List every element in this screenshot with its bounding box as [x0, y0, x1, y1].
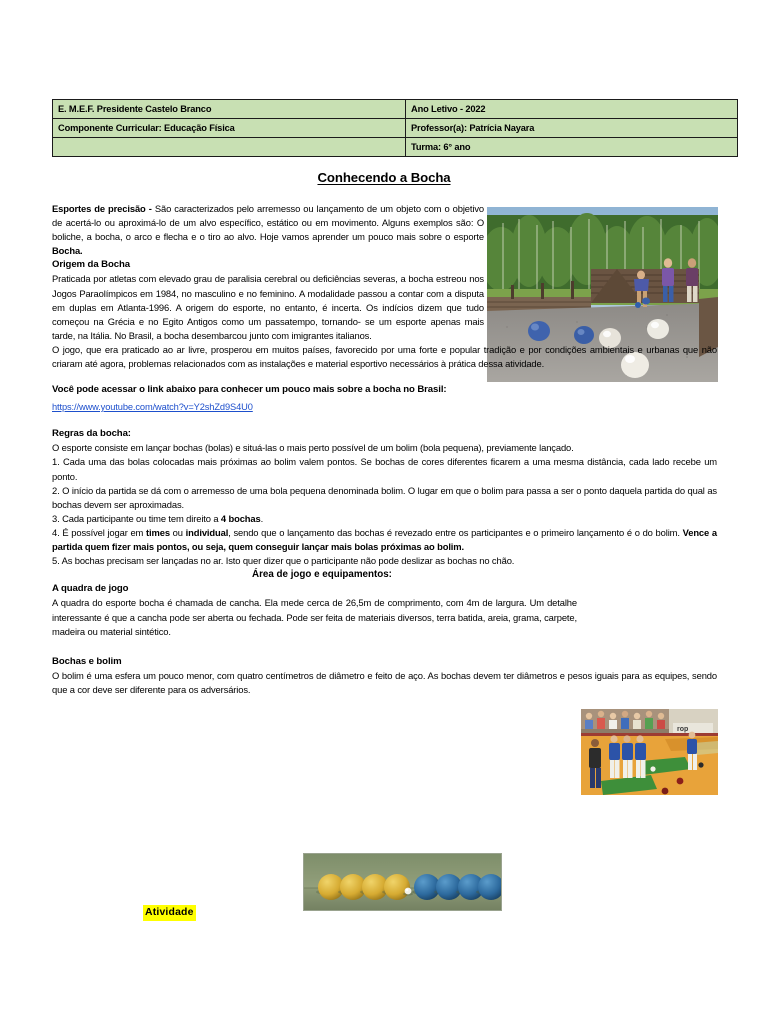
- svg-text:rop: rop: [677, 726, 689, 733]
- regra-3-number: 3.: [52, 512, 60, 524]
- bochas-bolim-heading: Bochas e bolim: [52, 655, 122, 667]
- atividade-label: Atividade: [143, 905, 196, 921]
- school-name-cell: E. M.E.F. Presidente Castelo Branco: [53, 100, 406, 119]
- indoor-bocce-court-photo: [581, 709, 718, 795]
- origem-paragraph-1: Praticada por atletas com elevado grau de paralisia cerebral ou deficiências severas, a bocha estreou nos Jogos Paraolímpicos em 1984, no masculino e no feminino. A modalidade passou a contar com a disputa em duplas em Atlanta-1996. A origem do esporte, no entanto, é incerta. Os indícios dizem que tudo começou na Grécia e no Egito Antigos como um passatempo, tornando- se um esporte apenas mais tarde, na Itália. No Brasil, a bocha desembarcou junto com imigrantes italianos.: [52, 273, 484, 341]
- bochas-bolim-paragraph: O bolim é uma esfera um pouco menor, com quatro centímetros de diâmetro e feito de aço. As bochas devem ter diâmetros e pesos iguais para as equipes, sendo que a cor deve ser diferente para os adversários.: [52, 669, 717, 695]
- regra-1-text: Cada uma das bolas colocadas mais próximas ao bolim valem pontos. Se bochas de cores diferentes ficarem a uma mesma distância, cada lado recebe um ponto.: [52, 456, 717, 482]
- regra-item-5: [52, 554, 717, 568]
- regras-intro: O esporte consiste em lançar bochas (bolas) e situá-las o mais perto possível de um bolim (bola pequena), previamente lançado.: [52, 442, 574, 454]
- youtube-link[interactable]: https://www.youtube.com/watch?v=Y2shZd9S4U0: [52, 402, 253, 413]
- quadra-heading: A quadra de jogo: [52, 583, 129, 595]
- regra-5-text: As bochas precisam ser lançadas no ar. Isto quer dizer que o participante não pode deslizar as bochas no chão.: [61, 555, 515, 567]
- regras-heading: Regras da bocha:: [52, 428, 131, 440]
- regra-4-text-before: É possível jogar em: [62, 526, 147, 538]
- area-jogo-heading: Área de jogo e equipamentos:: [252, 569, 392, 581]
- regra-1-number: 1.: [52, 456, 60, 468]
- class-cell: Turma: 6° ano: [406, 138, 738, 157]
- page-title: [0, 170, 768, 185]
- table-row: [53, 138, 738, 157]
- regra-4-bold-individual: individual: [185, 526, 229, 538]
- document-body: [52, 202, 717, 697]
- regra-4-text-mid-2: , sendo que o lançamento das bochas é revezado entre os participantes e o primeiro lançamento é o do bolim.: [228, 526, 683, 538]
- table-row: [53, 119, 738, 138]
- subject-cell: Componente Curricular: Educação Física: [53, 119, 406, 138]
- regra-item-3: [52, 512, 717, 526]
- regra-4-text-mid-1: ou: [169, 526, 186, 538]
- regra-4-bold-vence: Vence a partida quem fizer mais pontos, ou seja, quem conseguir lançar mais bolas próximas ao bolim.: [52, 526, 717, 552]
- regra-3-bold: 4 bochas: [220, 512, 261, 524]
- link-block-heading: Você pode acessar o link abaixo para conhecer um pouco mais sobre a bocha no Brasil:: [52, 384, 447, 396]
- regra-5-number: 5.: [52, 555, 60, 567]
- intro-text: São caracterizados pelo arremesso ou lançamento de um objeto com o objetivo de acertá-lo ou aproximá-lo de um alvo específico, estático ou em movimento. Alguns exemplos são: O boliche, a bocha, o arco e flecha e o tiro ao alvo. Hoje vamos aprender um pouco mais sobre o esporte: [52, 203, 484, 243]
- intro-paragraph: [52, 202, 484, 258]
- document-header-table: [52, 99, 738, 157]
- regra-2-number: 2.: [52, 484, 60, 496]
- page-title-text: Conhecendo a Bocha: [317, 170, 451, 185]
- regra-4-number: 4.: [52, 526, 60, 538]
- regra-item-2: [52, 484, 717, 512]
- origem-paragraph-2: O jogo, que era praticado ao ar livre, prosperou em muitos países, favorecido por uma forte e popular tradição e por condições ambientais e urbanas que não criaram até agora, problemas relacionados com as instalações e material esportivo necessários à prática dessa atividade.: [52, 343, 717, 370]
- regra-3-text-before: Cada participante ou time tem direito a: [62, 512, 221, 524]
- school-year-cell: Ano Letivo - 2022: [406, 100, 738, 119]
- regra-item-4: [52, 526, 717, 554]
- regra-4-bold-times: times: [146, 526, 170, 538]
- empty-cell: [53, 138, 406, 157]
- intro-trailing-bold: Bocha.: [52, 245, 83, 257]
- intro-lead-bold: Esportes de precisão -: [52, 203, 155, 214]
- quadra-paragraph: A quadra do esporte bocha é chamada de cancha. Ela mede cerca de 26,5m de comprimento, com 4m de largura. Um detalhe interessante é que a cancha pode ser aberta ou fechada. Pode ser feita de materiais diversos, terra batida, areia, grama, carpete, madeira ou material sintético.: [52, 597, 577, 637]
- regra-item-1: [52, 455, 717, 483]
- teacher-cell: Professor(a): Patrícia Nayara: [406, 119, 738, 138]
- table-row: [53, 100, 738, 119]
- regra-3-text-after: .: [260, 512, 264, 524]
- origem-heading: Origem da Bocha: [52, 259, 130, 271]
- bochas-e-bolim-photo: [303, 853, 502, 911]
- regra-2-text: O início da partida se dá com o arremesso de uma bola pequena denominada bolim. O lugar em que o bolim para passa a ser o ponto daquela partida do qual as bochas devem ser aproximadas.: [52, 484, 717, 510]
